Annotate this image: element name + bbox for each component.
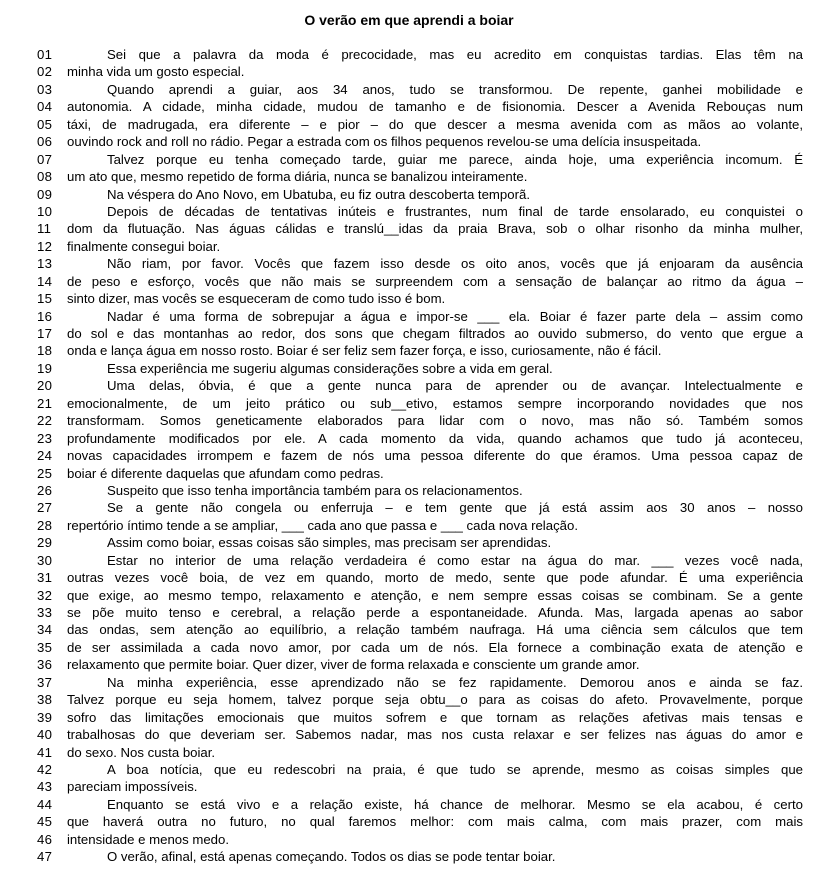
line-text: autonomia. A cidade, minha cidade, mudou de tamanho e de fisionomia. Descer a Avenida Rebouças num bbox=[67, 99, 803, 115]
line-text: onda e lança água em nosso rosto. Boiar é ser feliz sem fazer força, e isso, curiosamente, não é fácil. bbox=[67, 343, 662, 359]
line-number: 18 bbox=[37, 343, 53, 359]
line-number: 43 bbox=[37, 779, 53, 795]
line-number: 37 bbox=[37, 674, 53, 690]
text-line bbox=[0, 151, 818, 168]
text-line bbox=[0, 744, 818, 761]
line-number: 02 bbox=[37, 64, 53, 80]
line-text: Talvez porque eu seja homem, talvez porque seja obtu__o para as coisas do afeto. Provavelmente, porque bbox=[67, 692, 803, 708]
line-number: 22 bbox=[37, 413, 53, 429]
line-text: sinto dizer, mas vocês se esqueceram de como tudo isso é bom. bbox=[67, 291, 446, 307]
text-line bbox=[0, 709, 818, 726]
text-line bbox=[0, 325, 818, 342]
text-line bbox=[0, 133, 818, 150]
text-line bbox=[0, 46, 818, 63]
line-text: Na véspera do Ano Novo, em Ubatuba, eu fiz outra descoberta temporã. bbox=[107, 186, 530, 202]
text-line bbox=[0, 273, 818, 290]
line-number: 12 bbox=[37, 238, 53, 254]
line-text: que haverá outra no futuro, no qual faremos melhor: com mais calma, com mais prazer, com mais bbox=[67, 814, 803, 830]
line-text: do sexo. Nos custa boiar. bbox=[67, 744, 216, 760]
line-number: 36 bbox=[37, 657, 53, 673]
text-line bbox=[0, 342, 818, 359]
line-number: 04 bbox=[37, 99, 53, 115]
line-text: Essa experiência me sugeriu algumas considerações sobre a vida em geral. bbox=[107, 360, 553, 376]
line-number: 24 bbox=[37, 448, 53, 464]
line-number: 06 bbox=[37, 134, 53, 150]
text-line bbox=[0, 168, 818, 185]
document-title: O verão em que aprendi a boiar bbox=[304, 12, 514, 28]
text-line bbox=[0, 395, 818, 412]
text-line bbox=[0, 587, 818, 604]
text-line bbox=[0, 255, 818, 272]
line-number: 39 bbox=[37, 709, 53, 725]
line-number: 46 bbox=[37, 831, 53, 847]
text-line bbox=[0, 81, 818, 98]
line-text: Depois de décadas de tentativas inúteis e frustrantes, num final de tarde ensolarado, eu conquistei o bbox=[107, 203, 803, 219]
line-text: de ser assimilada a cada novo amor, por cada um de nós. Ela fornece a combinação exata de atenção e bbox=[67, 639, 803, 655]
text-line bbox=[0, 848, 818, 865]
text-line bbox=[0, 412, 818, 429]
line-text: emocionalmente, de um jeito prático ou sub__etivo, estamos sempre incorporando novidades que nos bbox=[67, 395, 803, 411]
text-line bbox=[0, 534, 818, 551]
line-number: 35 bbox=[37, 639, 53, 655]
line-number: 42 bbox=[37, 761, 53, 777]
line-text: finalmente consegui boiar. bbox=[67, 238, 221, 254]
line-text: ouvindo rock and roll no rádio. Pegar a estrada com os filhos pequenos revelou-se uma delícia insuspeitada. bbox=[67, 134, 702, 150]
line-text: O verão, afinal, está apenas começando. Todos os dias se pode tentar boiar. bbox=[107, 849, 556, 865]
line-number: 26 bbox=[37, 482, 53, 498]
line-number: 05 bbox=[37, 116, 53, 132]
line-text: se põe muito tenso e cerebral, a relação perde a espontaneidade. Afunda. Mas, largada apenas ao sabor bbox=[67, 605, 803, 620]
line-number: 17 bbox=[37, 326, 53, 341]
line-text: minha vida um gosto especial. bbox=[67, 64, 245, 80]
line-number: 34 bbox=[37, 622, 53, 638]
line-number: 32 bbox=[37, 587, 53, 603]
line-text: pareciam impossíveis. bbox=[67, 779, 198, 795]
text-line bbox=[0, 482, 818, 499]
text-line bbox=[0, 778, 818, 795]
line-text: novas capacidades irrompem e fazem de nós uma pessoa diferente do que éramos. Uma pessoa capaz de bbox=[67, 448, 803, 464]
line-number: 10 bbox=[37, 203, 53, 219]
line-text: sofro das limitações emocionais que muitos sofrem e que tornam as relações afetivas mais tensas e bbox=[67, 709, 803, 725]
text-line bbox=[0, 813, 818, 830]
line-text: Enquanto se está vivo e a relação existe, há chance de melhorar. Mesmo se ela acabou, é certo bbox=[107, 796, 803, 812]
line-text: Nadar é uma forma de sobrepujar a água e impor-se ___ ela. Boiar é fazer parte dela – assim como bbox=[107, 308, 803, 324]
line-number: 03 bbox=[37, 81, 53, 97]
line-text: transformam. Somos geneticamente elaborados para lidar com o novo, mas não só. Também somos bbox=[67, 413, 803, 429]
line-number: 13 bbox=[37, 256, 53, 272]
text-line bbox=[0, 290, 818, 307]
line-number: 31 bbox=[37, 570, 53, 586]
line-text: Na minha experiência, esse aprendizado não se fez rapidamente. Demorou anos e ainda se faz. bbox=[107, 674, 803, 690]
text-line bbox=[0, 447, 818, 464]
line-number: 40 bbox=[37, 727, 53, 743]
line-text: do sol e das montanhas ao redor, dos sons que chegam filtrados ao ouvido submerso, do vento que ergue a bbox=[67, 326, 803, 341]
text-line bbox=[0, 430, 818, 447]
line-number: 47 bbox=[37, 849, 53, 865]
text-line bbox=[0, 761, 818, 778]
line-text: Quando aprendi a guiar, aos 34 anos, tudo se transformou. De repente, ganhei mobilidade e bbox=[107, 81, 803, 97]
text-line bbox=[0, 831, 818, 848]
line-text: táxi, de madrugada, era diferente – e pior – do que descer a mesma avenida com as mãos ao volante, bbox=[67, 116, 803, 132]
line-number: 08 bbox=[37, 169, 53, 185]
text-line bbox=[0, 238, 818, 255]
line-text: Suspeito que isso tenha importância também para os relacionamentos. bbox=[107, 482, 523, 498]
line-number: 07 bbox=[37, 151, 53, 167]
text-line bbox=[0, 604, 818, 621]
line-text: profundamente modificados por ele. A cada momento da vida, quando achamos que tudo já aconteceu, bbox=[67, 430, 803, 446]
line-text: Talvez porque eu tenha começado tarde, guiar me parece, ainda hoje, uma experiência incomum. É bbox=[107, 151, 803, 167]
text-line bbox=[0, 796, 818, 813]
text-line bbox=[0, 98, 818, 115]
line-number: 20 bbox=[37, 378, 53, 394]
line-text: um ato que, mesmo repetido de forma diária, nunca se banalizou inteiramente. bbox=[67, 169, 528, 185]
text-line bbox=[0, 517, 818, 534]
text-line bbox=[0, 639, 818, 656]
line-number: 28 bbox=[37, 517, 53, 533]
text-line bbox=[0, 308, 818, 325]
text-line bbox=[0, 203, 818, 220]
line-number: 30 bbox=[37, 552, 53, 568]
line-number: 14 bbox=[37, 273, 53, 289]
text-line bbox=[0, 116, 818, 133]
line-text: relaxamento que permite boiar. Quer dizer, viver de forma relaxada e consciente um grande amor. bbox=[67, 657, 640, 673]
text-line bbox=[0, 569, 818, 586]
line-number: 16 bbox=[37, 308, 53, 324]
line-number: 45 bbox=[37, 814, 53, 830]
line-text: Estar no interior de uma relação verdadeira é como estar na água do mar. ___ vezes você nada, bbox=[107, 552, 803, 568]
text-line bbox=[0, 63, 818, 80]
text-body bbox=[0, 46, 818, 866]
line-number: 15 bbox=[37, 291, 53, 307]
line-number: 23 bbox=[37, 430, 53, 446]
line-text: Sei que a palavra da moda é precocidade, mas eu acredito em conquistas tardias. Elas têm na bbox=[107, 47, 803, 62]
line-text: que exige, ao mesmo tempo, relaxamento e atenção, e nem sempre essas coisas se combinam. Se a gente bbox=[67, 587, 803, 603]
line-number: 44 bbox=[37, 796, 53, 812]
text-line bbox=[0, 220, 818, 237]
text-line bbox=[0, 499, 818, 516]
line-text: repertório íntimo tende a se ampliar, ___ cada ano que passa e ___ cada nova relação. bbox=[67, 517, 578, 533]
text-line bbox=[0, 726, 818, 743]
line-text: intensidade e menos medo. bbox=[67, 831, 230, 847]
line-number: 33 bbox=[37, 605, 53, 620]
line-text: A boa notícia, que eu redescobri na praia, é que tudo se aprende, mesmo as coisas simples que bbox=[107, 761, 803, 777]
line-text: dom da flutuação. Nas águas cálidas e translú__idas da praia Brava, sob o olhar risonho da minha mulher, bbox=[67, 221, 803, 237]
line-text: Se a gente não congela ou enferruja – e tem gente que já está assim aos 30 anos – nosso bbox=[107, 500, 803, 516]
line-text: Uma delas, óbvia, é que a gente nunca para de aprender ou de avançar. Intelectualmente e bbox=[107, 378, 803, 394]
line-text: trabalhosas do que deveriam ser. Sabemos nadar, mas nos custa relaxar e ser felizes nas águas do amor e bbox=[67, 727, 803, 743]
line-number: 09 bbox=[37, 186, 53, 202]
line-text: outras vezes você boia, de vez em quando, morto de medo, sente que pode afundar. É uma experiência bbox=[67, 570, 803, 586]
line-text: Não riam, por favor. Vocês que fazem isso desde os oito anos, vocês que já enjoaram da ausência bbox=[107, 256, 803, 272]
text-line bbox=[0, 377, 818, 394]
text-line bbox=[0, 360, 818, 377]
text-line bbox=[0, 674, 818, 691]
line-text: de peso e esforço, vocês que não mais se surpreendem com a sensação de balançar ao ritmo da água – bbox=[67, 273, 803, 289]
line-number: 27 bbox=[37, 500, 53, 516]
line-number: 41 bbox=[37, 744, 53, 760]
line-text: Assim como boiar, essas coisas são simples, mas precisam ser aprendidas. bbox=[107, 535, 552, 551]
line-text: boiar é diferente daquelas que afundam como pedras. bbox=[67, 465, 384, 481]
line-number: 11 bbox=[37, 221, 52, 237]
text-line bbox=[0, 186, 818, 203]
text-line bbox=[0, 656, 818, 673]
text-line bbox=[0, 465, 818, 482]
line-number: 19 bbox=[37, 360, 53, 376]
text-line bbox=[0, 621, 818, 638]
line-number: 29 bbox=[37, 535, 53, 551]
line-number: 21 bbox=[37, 395, 53, 411]
line-number: 01 bbox=[37, 47, 53, 62]
line-number: 38 bbox=[37, 692, 53, 708]
text-line bbox=[0, 552, 818, 569]
line-number: 25 bbox=[37, 465, 53, 481]
text-line bbox=[0, 691, 818, 708]
line-text: das ondas, sem atenção ao equilíbrio, a relação também naufraga. Há uma ciência sem cálculos que tem bbox=[67, 622, 803, 638]
